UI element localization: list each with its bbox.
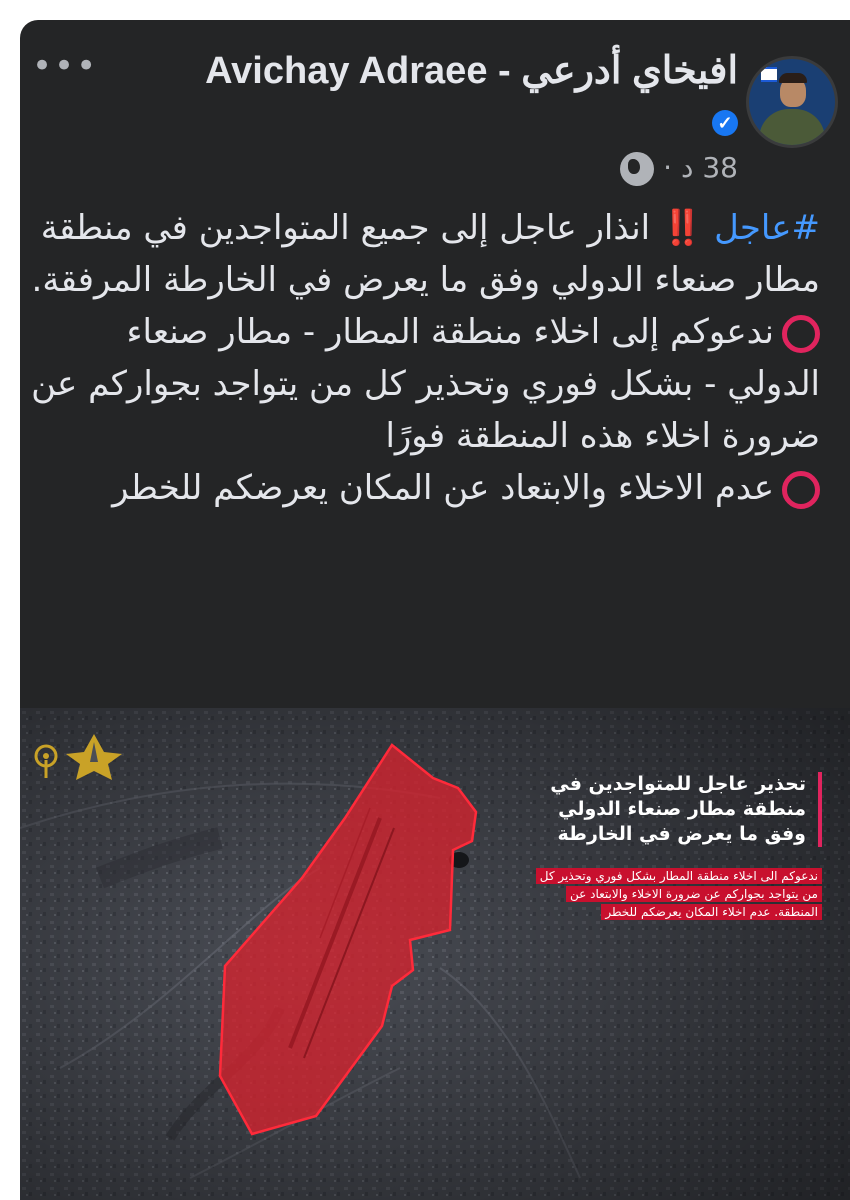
post-image[interactable] [20, 708, 850, 1200]
avatar-hair [779, 73, 807, 83]
post-line: ندعوكم إلى اخلاء منطقة المطار - مطار صنعاء الدولي - بشكل فوري وتحذير كل من يتواجد بجواركم عن ضرورة اخلاء هذه المنطقة فورًا [31, 312, 820, 456]
post-meta [620, 148, 738, 188]
post-header [20, 20, 850, 205]
image-body [532, 867, 822, 921]
avatar[interactable] [746, 56, 838, 148]
image-body-text: ندعوكم الى اخلاء منطقة المطار بشكل فوري وتحذير كل من يتواجد بجواركم عن ضرورة الاخلاء والابتعاد عن المنطقة. عدم اخلاء المكان يعرضكم للخطر [536, 868, 822, 920]
author-name-block[interactable] [178, 46, 738, 146]
hashtag-link[interactable]: #عاجل [714, 208, 820, 248]
post-line: عدم الاخلاء والابتعاد عن المكان يعرضكم للخطر [112, 468, 774, 508]
post-time[interactable]: 38 د [680, 151, 738, 184]
double-exclamation-icon: ‼️ [660, 208, 704, 248]
globe-icon [620, 152, 654, 186]
post-paragraph-3 [30, 462, 820, 514]
verified-badge-icon: ✓ [712, 110, 738, 136]
idf-logo-icon [32, 730, 122, 780]
post-line: انذار عاجل إلى جميع المتواجدين في منطقة مطار صنعاء الدولي وفق ما يعرض في الخارطة المرفقة. [31, 208, 820, 300]
post-text [30, 202, 820, 514]
image-caption [532, 772, 822, 921]
image-title: تحذير عاجل للمتواجدين في منطقة مطار صنعاء الدولي وفق ما يعرض في الخارطة [532, 772, 822, 847]
meta-separator: · [663, 151, 673, 184]
post-paragraph-1 [30, 202, 820, 306]
author-name[interactable]: افيخاي أدرعي - Avichay Adraee [205, 50, 738, 92]
more-options-icon[interactable]: ••• [32, 46, 99, 86]
red-circle-icon [782, 315, 820, 353]
post-card [20, 20, 850, 1200]
red-circle-icon [782, 471, 820, 509]
post-paragraph-2 [30, 306, 820, 462]
avatar-uniform [759, 109, 825, 148]
flag-icon [761, 67, 777, 82]
